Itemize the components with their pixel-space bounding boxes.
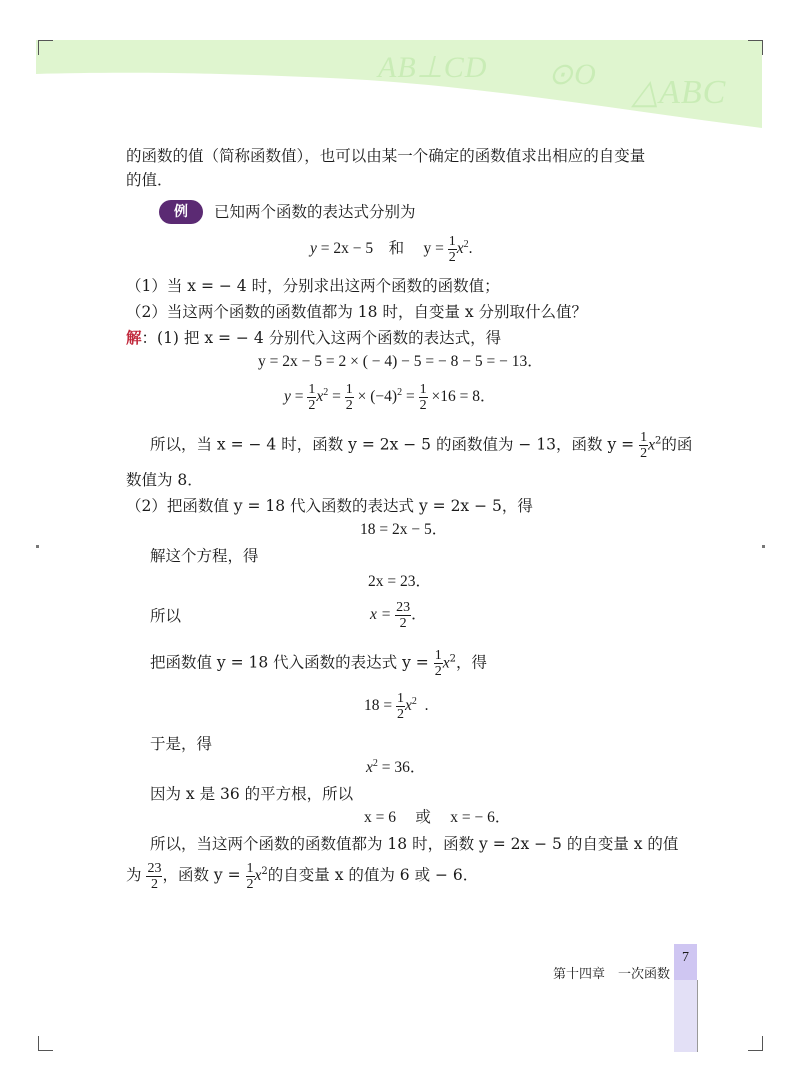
example-badge: 例 (159, 200, 203, 224)
equation-3: 18 = 2x − 5． (360, 521, 448, 538)
question-2: （2）当这两个函数的函数值都为 18 时，自变量 x 分别取什么值？ (126, 303, 588, 321)
part-2-intro: （2）把函数值 y = 18 代入函数的表达式 y = 2x − 5，得 (126, 497, 533, 515)
page-tab-line (697, 980, 698, 1052)
so-text: 所以 (150, 607, 182, 625)
equation-1: y = 2x − 5 = 2 × ( − 4) − 5 = − 8 − 5 = − 13． (258, 353, 543, 370)
page-number: 7 (682, 950, 689, 965)
solve-text: 解这个方程，得 (150, 547, 259, 565)
chapter-title: 第十四章 一次函数 (553, 967, 671, 982)
equation-7: x = 6 或 x = − 6． (364, 809, 511, 826)
conclusion-1-cont: 数值为 8． (126, 471, 203, 489)
because-text: 因为 x 是 36 的平方根，所以 (150, 785, 354, 803)
solution-label: 解 (126, 328, 142, 347)
header-deco-perpendicular: AB⊥CD (378, 51, 488, 84)
paragraph-line-1: 的函数的值（简称函数值），也可以由某一个确定的函数值求出相应的自变量 (126, 147, 646, 165)
margin-dot-right (762, 545, 765, 548)
conclusion-1: 所以，当 x = − 4 时，函数 y = 2x − 5 的函数值为 − 13，函数 y = $\frac{1}{2}$ $x^2$的函 (150, 430, 693, 461)
function-right-lhs: y = (423, 240, 444, 258)
equation-4: 2x = 23． (368, 573, 431, 590)
equation-2: y = $\frac{1}{2}$ $x^2$ = $\frac{1}{2}$ × $(-4)^2$ = $\frac{1}{2}$ ×16 = 8． (284, 382, 496, 413)
equation-x-value: x = $\frac{23}{2}$ ． (370, 599, 427, 631)
equation-5: 18 = $\frac{1}{2}$ $x^2$ . (364, 690, 429, 722)
example-intro: 已知两个函数的表达式分别为 (214, 203, 416, 221)
function-expressions: y = 2x − 5 和 y = $\frac{1}{2}$ $x^2$. (310, 234, 473, 265)
header-deco-circle: ⊙O (548, 58, 597, 91)
header-deco-triangle: △ABC (632, 74, 727, 111)
function-left: 2x − 5 (333, 240, 374, 258)
crop-mark-top-left (38, 40, 53, 55)
then-text: 于是，得 (150, 735, 213, 753)
final-conclusion-1: 所以，当这两个函数的函数值都为 18 时，函数 y = 2x − 5 的自变量 x 的值 (150, 835, 679, 853)
equation-6: $x^2 = 36$． (366, 758, 426, 776)
crop-mark-top-right (748, 40, 763, 55)
question-1: （1）当 x = − 4 时，分别求出这两个函数的函数值； (126, 277, 500, 295)
margin-dot-left (36, 545, 39, 548)
and-word: 和 (388, 240, 405, 258)
final-conclusion-2: 为 $\frac{23}{2}$ ，函数 y = $\frac{1}{2}$ $x^2$的自变量 x 的值为 6 或 − 6． (126, 860, 479, 892)
part-2b-intro: 把函数值 y = 18 代入函数的表达式 y = $\frac{1}{2}$ $x^2$，得 (150, 648, 487, 679)
solution-line-1: 解：(1) 把 x = − 4 分别代入这两个函数的表达式，得 (126, 328, 502, 347)
fraction-half: $\frac{1}{2}$ (448, 234, 456, 265)
paragraph-line-2: 的值． (126, 171, 173, 189)
crop-mark-bottom-right (748, 1036, 763, 1051)
crop-mark-bottom-left (38, 1036, 53, 1051)
